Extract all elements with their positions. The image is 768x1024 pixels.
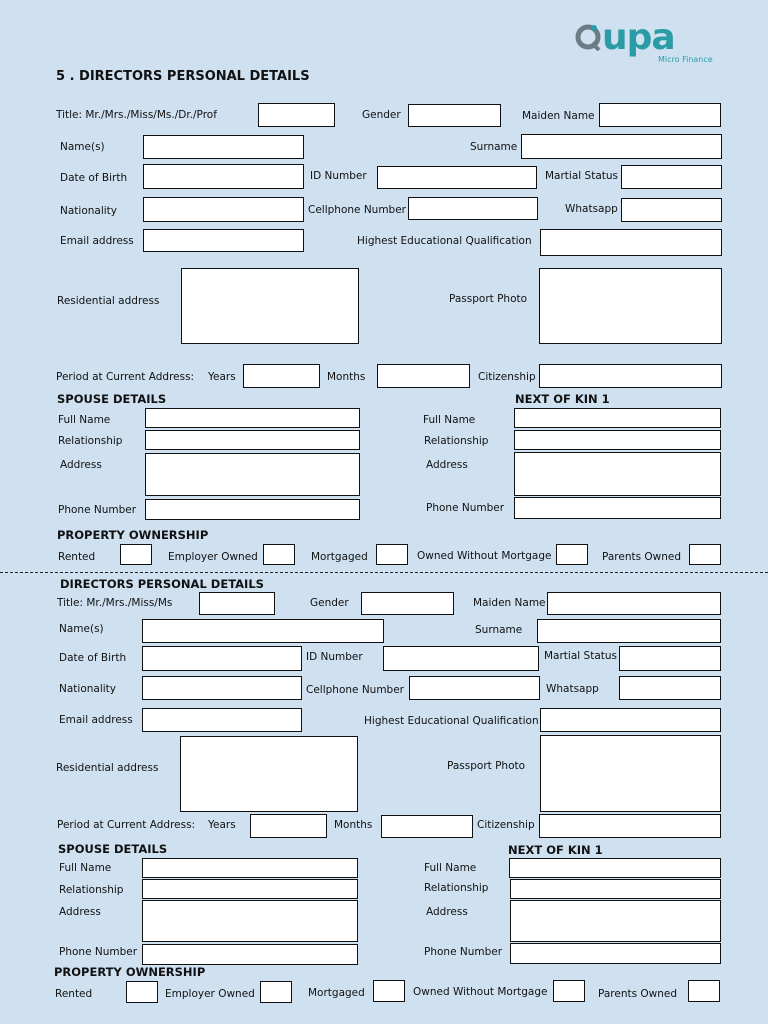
s2-kin-phone-label: Phone Number: [424, 946, 503, 958]
logo-wordmark: upa: [602, 17, 675, 58]
s2-surname-input[interactable]: [537, 619, 721, 643]
s2-names-input[interactable]: [142, 619, 384, 643]
s1-spouse-fullname-input[interactable]: [145, 408, 360, 428]
s2-employer-checkbox[interactable]: [260, 981, 292, 1003]
s2-kin-heading: NEXT OF KIN 1: [508, 843, 603, 857]
s1-dob-label: Date of Birth: [60, 172, 128, 184]
s1-mortgaged-checkbox[interactable]: [376, 544, 408, 565]
s2-dob-label: Date of Birth: [59, 652, 127, 664]
s1-spouse-phone-input[interactable]: [145, 499, 360, 520]
s2-spouse-relationship-input[interactable]: [142, 879, 358, 899]
s2-spouse-heading: SPOUSE DETAILS: [58, 842, 168, 856]
s2-title-label: Title: Mr./Mrs./Miss/Ms: [57, 597, 173, 609]
s1-period-label: Period at Current Address:: [56, 371, 195, 383]
s1-kin-relationship-label: Relationship: [424, 435, 489, 447]
s1-months-input[interactable]: [377, 364, 470, 388]
section1-heading: 5 . DIRECTORS PERSONAL DETAILS: [56, 69, 310, 84]
s2-gender-input[interactable]: [361, 592, 454, 615]
s2-residential-input[interactable]: [180, 736, 358, 812]
logo-subtitle: Micro Finance: [658, 55, 713, 64]
s2-names-label: Name(s): [59, 623, 104, 635]
s2-kin-relationship-input[interactable]: [510, 879, 721, 899]
s1-passport-label: Passport Photo: [449, 293, 528, 305]
s2-qual-input[interactable]: [540, 708, 721, 732]
s1-without-checkbox[interactable]: [556, 544, 588, 565]
s2-citizenship-input[interactable]: [539, 814, 721, 838]
cut-line-divider: [0, 572, 768, 573]
s2-passport-photo-box[interactable]: [540, 735, 721, 812]
s1-employer-checkbox[interactable]: [263, 544, 295, 565]
s2-without-checkbox[interactable]: [553, 980, 585, 1002]
s1-email-label: Email address: [60, 235, 134, 247]
s1-passport-photo-box[interactable]: [539, 268, 722, 344]
s2-employer-label: Employer Owned: [165, 988, 255, 1000]
s1-years-input[interactable]: [243, 364, 320, 388]
s1-names-label: Name(s): [60, 141, 105, 153]
s2-cell-input[interactable]: [409, 676, 540, 700]
s2-parents-label: Parents Owned: [598, 988, 678, 1000]
s2-property-heading: PROPERTY OWNERSHIP: [54, 965, 206, 979]
s2-kin-fullname-input[interactable]: [509, 858, 721, 878]
s1-title-input[interactable]: [258, 103, 335, 127]
s1-maiden-input[interactable]: [599, 103, 721, 127]
s1-spouse-relationship-label: Relationship: [58, 435, 123, 447]
section2-heading: DIRECTORS PERSONAL DETAILS: [60, 577, 264, 591]
s2-gender-label: Gender: [310, 597, 349, 609]
s1-cell-input[interactable]: [408, 197, 538, 220]
s2-kin-fullname-label: Full Name: [424, 862, 477, 874]
s2-maiden-label: Maiden Name: [473, 597, 546, 609]
qupa-logo: [574, 18, 724, 66]
s2-nationality-label: Nationality: [59, 683, 117, 695]
s2-spouse-phone-label: Phone Number: [59, 946, 138, 958]
s2-spouse-relationship-label: Relationship: [59, 884, 124, 896]
s2-period-label: Period at Current Address:: [57, 819, 196, 831]
s1-mortgaged-label: Mortgaged: [311, 551, 368, 563]
s2-months-label: Months: [334, 819, 373, 831]
s1-months-label: Months: [327, 371, 366, 383]
s2-cell-label: Cellphone Number: [306, 684, 405, 696]
s1-spouse-relationship-input[interactable]: [145, 430, 360, 450]
s1-kin-fullname-label: Full Name: [423, 414, 476, 426]
s2-passport-label: Passport Photo: [447, 760, 526, 772]
s2-email-input[interactable]: [142, 708, 302, 732]
s2-marital-label: Martial Status: [544, 650, 617, 662]
s1-qual-label: Highest Educational Qualification: [357, 235, 532, 247]
s2-kin-address-label: Address: [426, 906, 468, 918]
s2-parents-checkbox[interactable]: [688, 980, 720, 1002]
s2-qual-label: Highest Educational Qualification: [364, 715, 539, 727]
s2-years-input[interactable]: [250, 814, 327, 838]
s2-rented-checkbox[interactable]: [126, 981, 158, 1003]
s2-mortgaged-label: Mortgaged: [308, 987, 365, 999]
s1-citizenship-label: Citizenship: [478, 371, 536, 383]
s1-marital-input[interactable]: [621, 165, 722, 189]
s1-spouse-fullname-label: Full Name: [58, 414, 111, 426]
s1-surname-input[interactable]: [521, 134, 722, 159]
s1-years-label: Years: [208, 371, 236, 383]
s1-gender-input[interactable]: [408, 104, 501, 127]
s2-spouse-address-label: Address: [59, 906, 101, 918]
s2-kin-phone-input[interactable]: [510, 943, 721, 964]
s1-gender-label: Gender: [362, 109, 401, 121]
s1-email-input[interactable]: [143, 229, 304, 252]
s1-without-label: Owned Without Mortgage: [417, 550, 552, 562]
s2-email-label: Email address: [59, 714, 133, 726]
s1-nationality-label: Nationality: [60, 205, 118, 217]
s1-spouse-address-input[interactable]: [145, 453, 360, 496]
s1-spouse-address-label: Address: [60, 459, 102, 471]
s2-kin-relationship-label: Relationship: [424, 882, 489, 894]
s2-rented-label: Rented: [55, 988, 93, 1000]
s1-kin-relationship-input[interactable]: [514, 430, 721, 450]
logo-q-mark-icon: [574, 23, 602, 51]
s1-rented-label: Rented: [58, 551, 96, 563]
s2-id-label: ID Number: [306, 651, 363, 663]
s2-dob-input[interactable]: [142, 646, 302, 671]
s2-mortgaged-checkbox[interactable]: [373, 980, 405, 1002]
s1-dob-input[interactable]: [143, 164, 304, 189]
s1-citizenship-input[interactable]: [539, 364, 722, 388]
s2-without-label: Owned Without Mortgage: [413, 986, 548, 998]
s1-property-heading: PROPERTY OWNERSHIP: [57, 528, 209, 542]
s2-spouse-address-input[interactable]: [142, 900, 358, 942]
s1-residential-label: Residential address: [57, 295, 160, 307]
s1-id-label: ID Number: [310, 170, 367, 182]
s2-maiden-input[interactable]: [547, 592, 721, 615]
s2-whatsapp-input[interactable]: [619, 676, 721, 700]
s2-spouse-phone-input[interactable]: [142, 944, 358, 965]
s1-marital-label: Martial Status: [545, 170, 618, 182]
s1-parents-label: Parents Owned: [602, 551, 682, 563]
s2-whatsapp-label: Whatsapp: [546, 683, 599, 695]
s1-maiden-label: Maiden Name: [522, 110, 595, 122]
s2-nationality-input[interactable]: [142, 676, 302, 700]
s1-id-input[interactable]: [377, 166, 537, 189]
s1-whatsapp-label: Whatsapp: [565, 203, 618, 215]
s2-kin-address-input[interactable]: [510, 900, 721, 942]
s1-spouse-heading: SPOUSE DETAILS: [57, 392, 167, 406]
s2-marital-input[interactable]: [619, 646, 721, 671]
s1-nationality-input[interactable]: [143, 197, 304, 222]
s1-kin-phone-label: Phone Number: [426, 502, 505, 514]
s1-names-input[interactable]: [143, 135, 304, 159]
s2-years-label: Years: [208, 819, 236, 831]
s1-parents-checkbox[interactable]: [689, 544, 721, 565]
s1-whatsapp-input[interactable]: [621, 198, 722, 222]
s1-kin-heading: NEXT OF KIN 1: [515, 392, 610, 406]
s1-employer-label: Employer Owned: [168, 551, 258, 563]
s2-spouse-fullname-label: Full Name: [59, 862, 112, 874]
s2-id-input[interactable]: [383, 646, 539, 671]
s1-kin-address-input[interactable]: [514, 452, 721, 496]
s1-spouse-phone-label: Phone Number: [58, 504, 137, 516]
s1-title-label: Title: Mr./Mrs./Miss/Ms./Dr./Prof: [56, 109, 217, 121]
s2-title-input[interactable]: [199, 592, 275, 615]
s2-spouse-fullname-input[interactable]: [142, 858, 358, 878]
s2-months-input[interactable]: [381, 815, 473, 838]
s2-citizenship-label: Citizenship: [477, 819, 535, 831]
s2-surname-label: Surname: [475, 624, 523, 636]
s1-rented-checkbox[interactable]: [120, 544, 152, 565]
s1-kin-phone-input[interactable]: [514, 497, 721, 519]
s1-residential-input[interactable]: [181, 268, 359, 344]
s1-qual-input[interactable]: [540, 229, 722, 256]
s1-surname-label: Surname: [470, 141, 518, 153]
s1-kin-address-label: Address: [426, 459, 468, 471]
s1-cell-label: Cellphone Number: [308, 204, 407, 216]
s2-residential-label: Residential address: [56, 762, 159, 774]
s1-kin-fullname-input[interactable]: [514, 408, 721, 428]
